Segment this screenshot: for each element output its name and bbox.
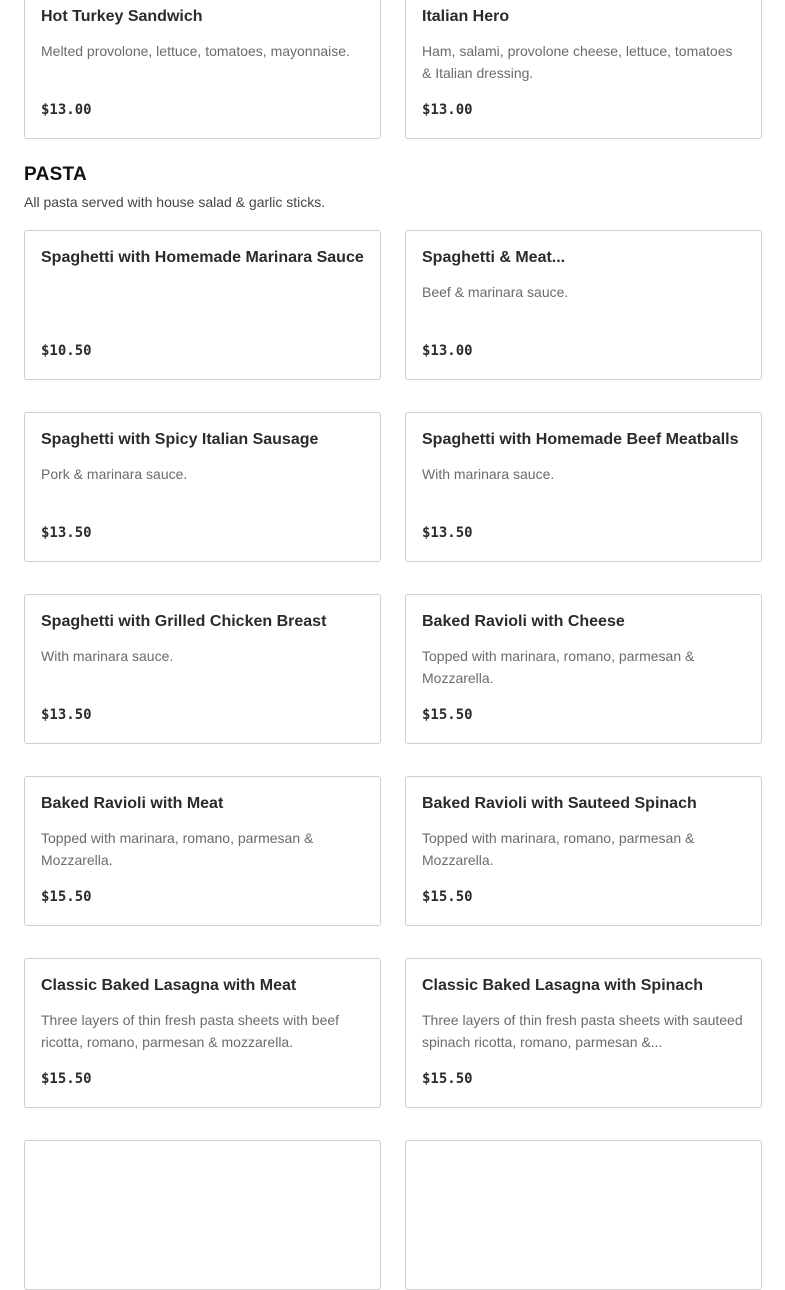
item-description: With marinara sauce. [41,648,174,664]
item-price: $13.00 [41,102,92,118]
item-name: Spaghetti with Grilled Chicken Breast [41,613,327,630]
menu-item-card[interactable] [24,1140,381,1290]
menu-item-card[interactable] [24,230,381,380]
item-price: $15.50 [422,889,473,905]
item-description: Topped with marinara, romano, parmesan & Mozzarella. [41,830,314,868]
item-description: Topped with marinara, romano, parmesan & Mozzarella. [422,830,695,868]
item-description: Three layers of thin fresh pasta sheets with sauteed spinach ricotta, romano, parmesan &... [422,1012,743,1050]
menu-item-card[interactable] [24,776,381,926]
item-name: Italian Hero [422,8,510,25]
item-name: Classic Baked Lasagna with Spinach [422,977,703,994]
item-description: Three layers of thin fresh pasta sheets with beef ricotta, romano, parmesan & mozzarella. [41,1012,340,1050]
item-price: $10.50 [41,343,92,359]
menu-item-card[interactable] [405,230,762,380]
menu-item-card[interactable] [24,958,381,1108]
item-name: Spaghetti with Homemade Marinara Sauce [41,249,364,266]
item-description: Pork & marinara sauce. [41,466,188,482]
menu-item-card[interactable] [405,958,762,1108]
item-name: Baked Ravioli with Sauteed Spinach [422,795,697,812]
section-subtitle: All pasta served with house salad & garlic sticks. [24,194,326,210]
item-price: $13.00 [422,102,473,118]
item-description: With marinara sauce. [422,466,555,482]
item-price: $15.50 [41,889,92,905]
item-name: Spaghetti with Spicy Italian Sausage [41,431,319,448]
menu-item-card[interactable] [405,594,762,744]
item-description: Beef & marinara sauce. [422,284,569,300]
menu-item-card[interactable] [405,412,762,562]
item-name: Spaghetti & Meat... [422,249,566,266]
item-price: $15.50 [422,1071,473,1087]
menu-item-card[interactable] [24,0,381,139]
item-name: Classic Baked Lasagna with Meat [41,977,297,994]
item-name: Spaghetti with Homemade Beef Meatballs [422,431,739,448]
section-title: PASTA [24,164,88,185]
menu-item-card[interactable] [24,412,381,562]
item-price: $13.50 [41,707,92,723]
item-description: Ham, salami, provolone cheese, lettuce, tomatoes & Italian dressing. [422,43,733,81]
item-name: Baked Ravioli with Cheese [422,613,625,630]
item-price: $15.50 [422,707,473,723]
menu-item-card[interactable] [24,594,381,744]
item-name: Hot Turkey Sandwich [41,8,203,25]
menu-item-card[interactable] [405,776,762,926]
menu-item-card[interactable] [405,1140,762,1290]
item-price: $13.00 [422,343,473,359]
item-price: $13.50 [41,525,92,541]
menu-item-card[interactable] [405,0,762,139]
item-price: $15.50 [41,1071,92,1087]
item-description: Topped with marinara, romano, parmesan & Mozzarella. [422,648,695,686]
item-name: Baked Ravioli with Meat [41,795,224,812]
item-price: $13.50 [422,525,473,541]
item-description: Melted provolone, lettuce, tomatoes, mayonnaise. [41,43,350,59]
